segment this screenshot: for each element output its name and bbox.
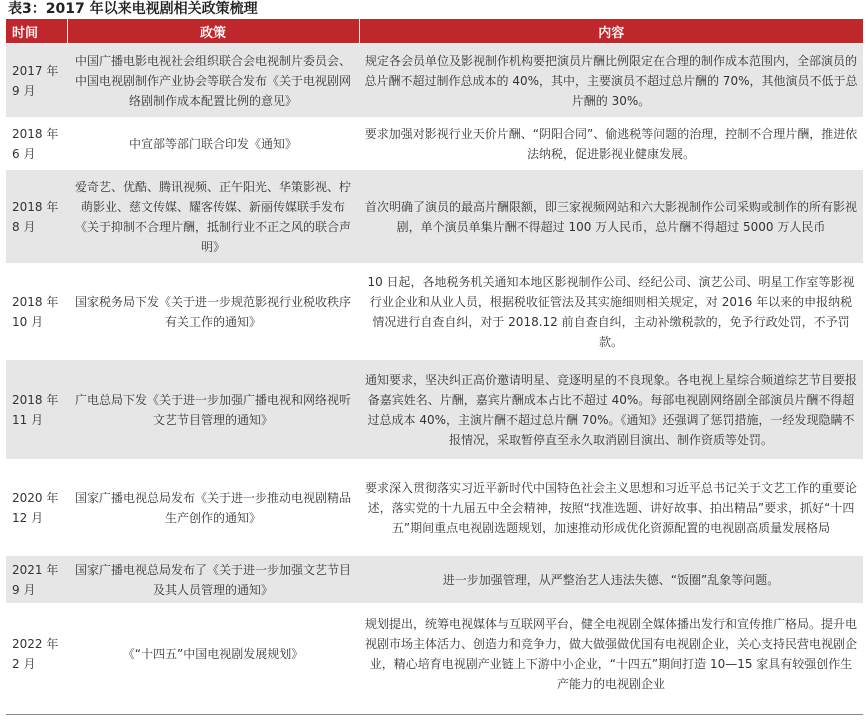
bottom-rule: [6, 714, 863, 715]
row-content: 规定各会员单位及影视制作机构要把演员片酬比例限定在合理的制作成本范围内，全部演员的总片酬不超过制作总成本的 40%，其中，主要演员不超过总片酬的 70%，其他演员不低于总片酬的 30%。: [359, 44, 863, 118]
row-content: 进一步加强管理，从严整治艺人违法失德、“饭圈”乱象等问题。: [359, 556, 863, 604]
row-time: 2017 年 9 月: [6, 44, 67, 118]
row-time: 2018 年 6 月: [6, 118, 67, 170]
table-row: [6, 44, 863, 118]
row-content: 规划提出，统筹电视媒体与互联网平台，健全电视剧全媒体播出发行和宣传推广格局。提升电视剧市场主体活力、创造力和竞争力，做大做强做优国有电视剧企业，关心支持民营电视剧企业，精心培育电视剧产业链上下游中小企业，“十四五”期间打造 10—15 家具有较强创作生产能力的电视剧企业: [359, 604, 863, 704]
row-content: 首次明确了演员的最高片酬限额，即三家视频网站和六大影视制作公司采购或制作的所有影视剧，单个演员单集片酬不得超过 100 万人民币，总片酬不得超过 5000 万人民币: [359, 170, 863, 264]
table-row: [6, 460, 863, 556]
row-policy: 《“十四五”中国电视剧发展规划》: [67, 604, 359, 704]
row-time: 2022 年 2 月: [6, 604, 67, 704]
row-content: 要求深入贯彻落实习近平新时代中国特色社会主义思想和习近平总书记关于文艺工作的重要论述，落实党的十九届五中全会精神，按照“找准选题、讲好故事、拍出精品”要求，抓好“十四五”期间重点电视剧选题规划，加速推动形成优化资源配置的电视剧高质量发展格局: [359, 460, 863, 556]
table-row: [6, 264, 863, 360]
row-time: 2018 年 8 月: [6, 170, 67, 264]
row-policy: 中宣部等部门联合印发《通知》: [67, 118, 359, 170]
row-content: 10 日起，各地税务机关通知本地区影视制作公司、经纪公司、演艺公司、明星工作室等影视行业企业和从业人员，根据税收征管法及其实施细则相关规定，对 2016 年以来的申报纳税情况进行自查自纠，对于 2018.12 前自查自纠，主动补缴税款的，免予行政处罚，不予罚款。: [359, 264, 863, 360]
header-content: 内容: [359, 19, 863, 44]
row-policy: 国家税务局下发《关于进一步规范影视行业税收秩序有关工作的通知》: [67, 264, 359, 360]
header-policy: 政策: [67, 19, 359, 44]
row-time: 2020 年 12 月: [6, 460, 67, 556]
row-policy: 中国广播电影电视社会组织联合会电视制片委员会、中国电视剧制作产业协会等联合发布《关于电视剧网络剧制作成本配置比例的意见》: [67, 44, 359, 118]
table-row: [6, 170, 863, 264]
row-policy: 广电总局下发《关于进一步加强广播电视和网络视听文艺节目管理的通知》: [67, 360, 359, 460]
table-row: [6, 360, 863, 460]
table-header-row: [6, 19, 863, 44]
header-time: 时间: [6, 19, 67, 44]
row-policy: 国家广播电视总局发布了《关于进一步加强文艺节目及其人员管理的通知》: [67, 556, 359, 604]
row-content: 通知要求，坚决纠正高价邀请明星、竞逐明星的不良现象。各电视上星综合频道综艺节目要报备嘉宾姓名、片酬，嘉宾片酬成本占比不超过 40%。每部电视剧网络剧全部演员片酬不得超过总成本 40%，主演片酬不超过总片酬 70%。《通知》还强调了惩罚措施，一经发现隐瞒不报情况，采取暂停直至永久取消剧目演出、制作资质等处罚。: [359, 360, 863, 460]
policy-table: [6, 19, 863, 704]
row-policy: 国家广播电视总局发布《关于进一步推动电视剧精品生产创作的通知》: [67, 460, 359, 556]
table-row: [6, 556, 863, 604]
table-row: [6, 604, 863, 704]
table-row: [6, 118, 863, 170]
row-policy: 爱奇艺、优酷、腾讯视频、正午阳光、华策影视、柠萌影业、慈文传媒、耀客传媒、新丽传媒联手发布《关于抑制不合理片酬，抵制行业不正之风的联合声明》: [67, 170, 359, 264]
row-content: 要求加强对影视行业天价片酬、“阴阳合同”、偷逃税等问题的治理，控制不合理片酬，推进依法纳税，促进影视业健康发展。: [359, 118, 863, 170]
table-title: 表3：2017 年以来电视剧相关政策梳理: [8, 1, 258, 17]
row-time: 2018 年 10 月: [6, 264, 67, 360]
row-time: 2021 年 9 月: [6, 556, 67, 604]
row-time: 2018 年 11 月: [6, 360, 67, 460]
